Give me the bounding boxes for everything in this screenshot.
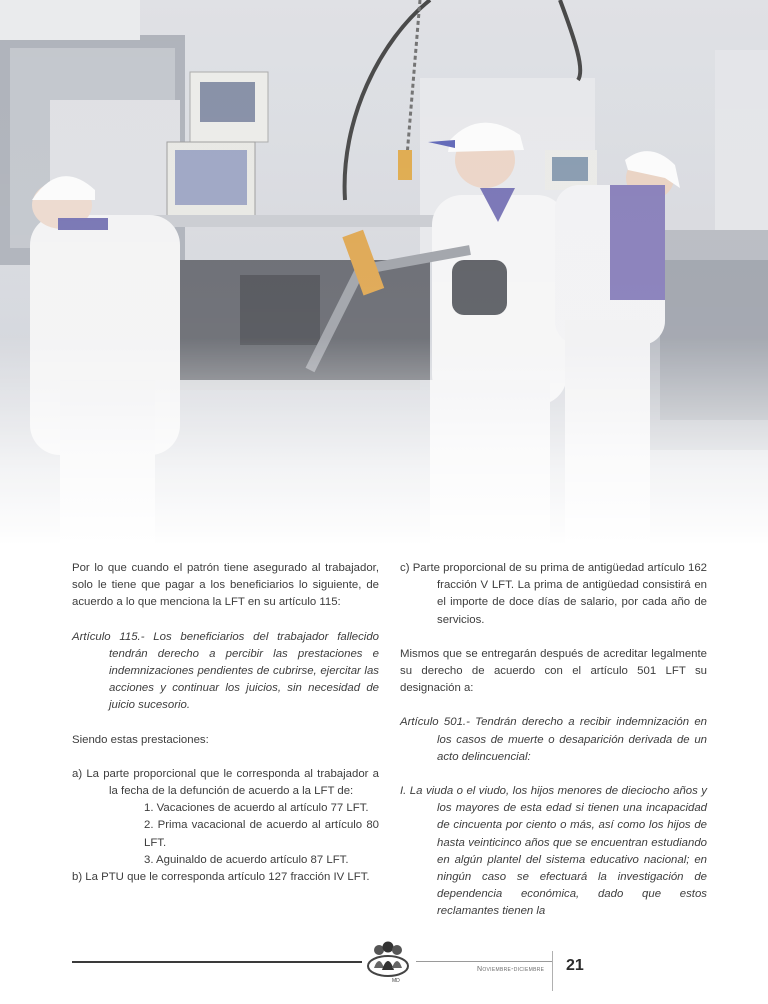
footer-rule-right [416,961,552,962]
fraccion-1: I. La viuda o el viudo, los hijos menores de dieciocho años y los mayores de esta edad si tienen una incapacidad de cincuenta por ciento o más, así como los hijos de hasta veinticinco años que se encuentran estudiando en algún plantel del sistema educativo nacional; en ningún caso se efectuará la investigación de dependencia económica, dado que estos reclamantes tienen la [400,785,707,918]
svg-text:MD: MD [392,978,400,984]
sub-item-3: 3. Aguinaldo de acuerdo artículo 87 LFT. [144,853,349,866]
mismos-paragraph: Mismos que se entregarán después de acreditar legalmente su derecho de acuerdo con el artículo 501 LFT su designación a: [400,647,707,695]
page-number: 21 [566,957,584,974]
article-115-quote: Artículo 115.- Los beneficiarios del trabajador fallecido tendrán derecho a percibir las prestaciones e indemnizaciones pendientes de cubrirse, ejercitar las acciones y continuar los juicios, sin necesidad de juicio sucesorio. [72,630,379,712]
footer-rule-left [72,961,362,963]
item-b: b) La PTU que le corresponda artículo 127 fracción IV LFT. [72,871,370,884]
left-column [72,560,379,886]
right-column [400,560,707,921]
item-c: c) Parte proporcional de su prima de antigüedad artículo 162 fracción V LFT. La prima de antigüedad consistirá en el importe de doce días de salario, por cada año de servicios. [400,562,707,626]
article-501-quote: Artículo 501.- Tendrán derecho a recibir indemnización en los casos de muerte o desaparición derivada de un acto delincuencial: [400,716,707,763]
sub-item-1: 1. Vacaciones de acuerdo al artículo 77 LFT. [144,802,369,815]
intro-paragraph: Por lo que cuando el patrón tiene asegurado al trabajador, solo le tiene que pagar a los beneficiarios lo siguiente, de acuerdo a lo que menciona la LFT en su artículo 115: [72,562,379,609]
publication-logo-icon [365,938,411,984]
footer-separator [552,951,553,991]
footer-issue-date: Noviembre-diciembre [477,966,545,973]
sub-item-2: 2. Prima vacacional de acuerdo al artículo 80 LFT. [144,819,379,849]
prestaciones-intro: Siendo estas prestaciones: [72,733,209,746]
item-a: a) La parte proporcional que le corresponda al trabajador a la fecha de la defunción de acuerdo a la LFT de: [72,767,379,798]
